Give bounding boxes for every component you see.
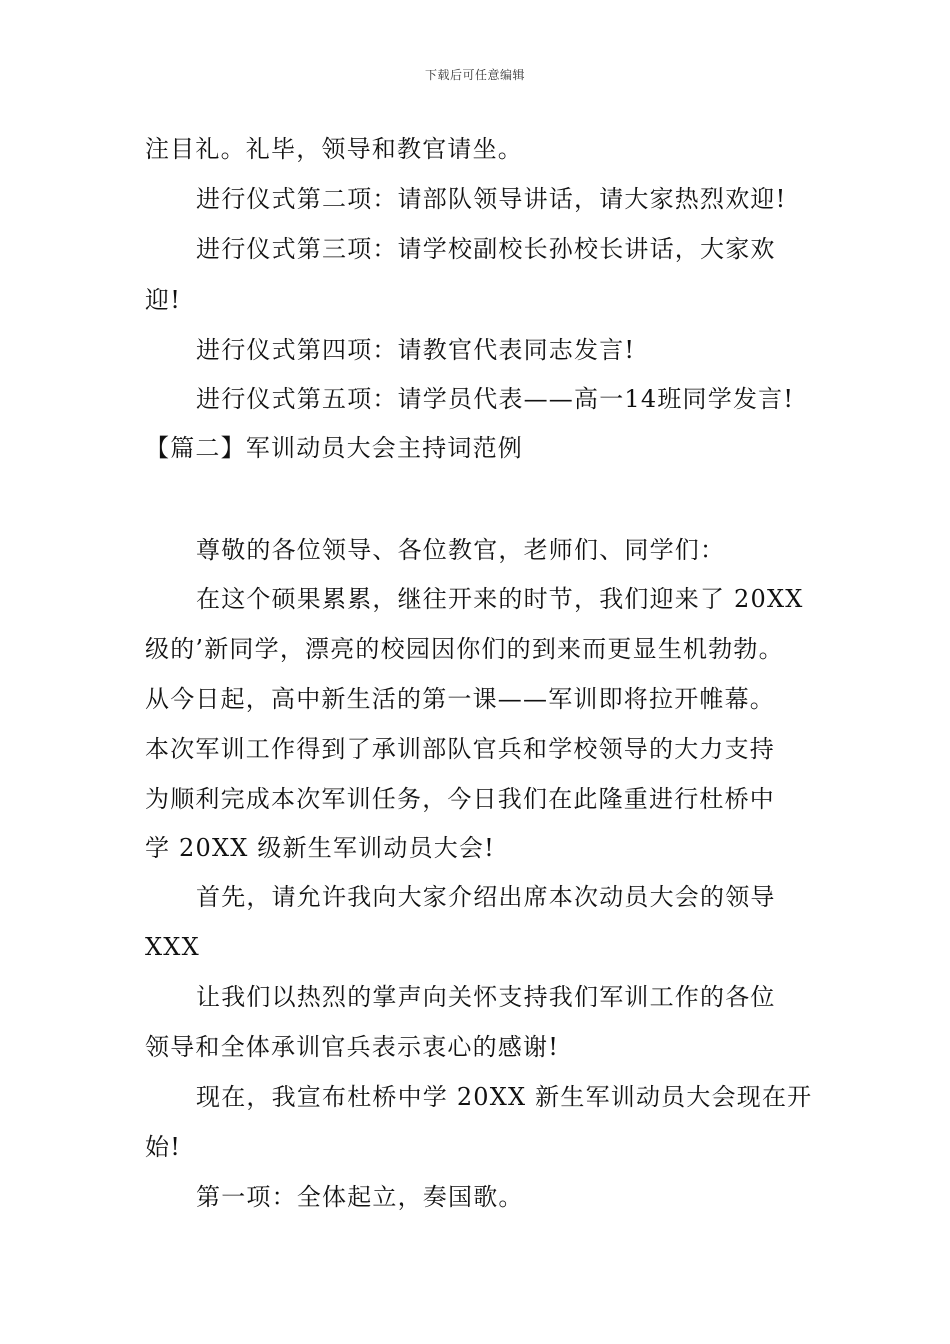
paragraph-line: 迎! xyxy=(145,286,182,314)
paragraph-line: 从今日起，高中新生活的第一课——军训即将拉开帷幕。 xyxy=(145,685,775,713)
paragraph-line: 领导和全体承训官兵表示衷心的感谢! xyxy=(145,1033,560,1061)
paragraph-line: 第一项：全体起立，奏国歌。 xyxy=(196,1183,524,1211)
paragraph-line: 尊敬的各位领导、各位教官，老师们、同学们： xyxy=(196,536,726,564)
section-heading: 【篇二】军训动员大会主持词范例 xyxy=(145,434,523,462)
paragraph-line: 为顺利完成本次军训任务，今日我们在此隆重进行杜桥中 xyxy=(145,785,775,813)
page-header-note: 下载后可任意编辑 xyxy=(424,68,525,82)
paragraph-line: XXX xyxy=(145,933,200,961)
paragraph-line: 进行仪式第二项：请部队领导讲话，请大家热烈欢迎! xyxy=(196,185,787,213)
paragraph-line: 级的’新同学，漂亮的校园因你们的到来而更显生机勃勃。 xyxy=(145,635,784,663)
paragraph-line: 让我们以热烈的掌声向关怀支持我们军训工作的各位 xyxy=(196,983,776,1011)
paragraph-line: 进行仪式第三项：请学校副校长孙校长讲话，大家欢 xyxy=(196,235,776,263)
paragraph-line: 始! xyxy=(145,1133,182,1161)
paragraph-line: 在这个硕果累累，继往开来的时节，我们迎来了 20XX xyxy=(196,585,804,613)
paragraph-line: 注目礼。礼毕，领导和教官请坐。 xyxy=(145,135,523,163)
paragraph-line: 进行仪式第五项：请学员代表——高一14班同学发言! xyxy=(196,385,795,413)
paragraph-line: 首先，请允许我向大家介绍出席本次动员大会的领导 xyxy=(196,883,776,911)
paragraph-line: 进行仪式第四项：请教官代表同志发言! xyxy=(196,336,636,364)
paragraph-line: 学 20XX 级新生军训动员大会! xyxy=(145,834,496,862)
paragraph-line: 本次军训工作得到了承训部队官兵和学校领导的大力支持 xyxy=(145,735,775,763)
paragraph-line: 现在，我宣布杜桥中学 20XX 新生军训动员大会现在开 xyxy=(196,1083,813,1111)
